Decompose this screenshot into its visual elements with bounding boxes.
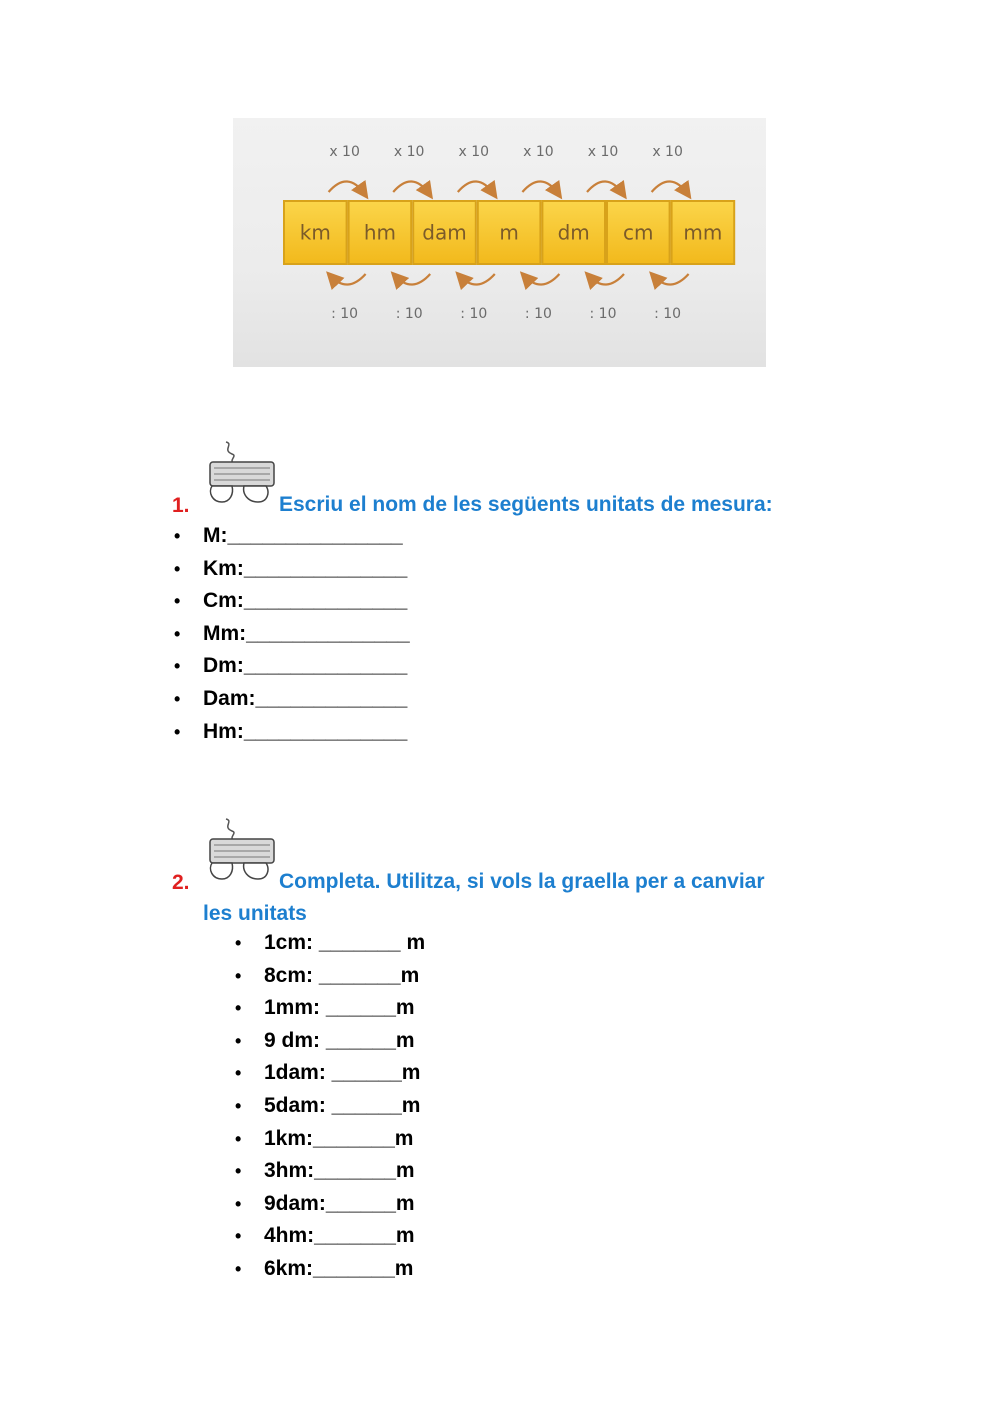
- list-item: [235, 1220, 664, 1253]
- divide-label: : 10: [654, 306, 682, 322]
- question-title: Escriu el nom de les següents unitats de mesura:: [279, 493, 773, 516]
- item-text: Km:______________: [203, 556, 408, 580]
- bullet-icon: •: [235, 1095, 242, 1116]
- hands-typing-keyboard-icon: [204, 440, 280, 506]
- list-item: [174, 520, 603, 553]
- unit-label-m: m: [499, 220, 519, 245]
- conversion-chart: [233, 118, 766, 367]
- bullet-icon: •: [174, 688, 181, 709]
- bullet-icon: •: [235, 933, 242, 953]
- multiply-label: x 10: [652, 144, 683, 160]
- bullet-icon: •: [174, 656, 181, 677]
- list-item: [174, 716, 603, 749]
- multiply-arrow-icon: [652, 181, 688, 194]
- bullet-icon: •: [235, 1193, 242, 1214]
- list-item: [235, 1253, 664, 1286]
- item-text: 1cm: _______ m: [264, 931, 426, 954]
- bullet-icon: •: [235, 1030, 242, 1051]
- bullet-icon: •: [174, 526, 181, 546]
- unit-label-hm: hm: [363, 220, 396, 245]
- bullet-icon: •: [235, 1258, 242, 1279]
- unit-label-mm: mm: [683, 220, 723, 245]
- list-item: [235, 960, 664, 993]
- list-item: [235, 1155, 664, 1188]
- item-text: 9dam:______m: [264, 1191, 415, 1215]
- question-number: 2.: [172, 871, 190, 894]
- answer-list: [235, 927, 664, 1286]
- multiply-arrow-icon: [458, 181, 494, 194]
- divide-label: : 10: [395, 306, 423, 322]
- bullet-icon: •: [235, 1128, 242, 1149]
- list-item: [235, 1188, 664, 1221]
- unit-label-dam: dam: [422, 220, 467, 245]
- bullet-icon: •: [235, 1161, 242, 1182]
- answer-list: [174, 520, 603, 748]
- item-text: Dam:_____________: [203, 686, 408, 710]
- question-number: 1.: [172, 494, 190, 517]
- question-title-line-1: Completa. Utilitza, si vols la graella per a canviar: [279, 870, 765, 893]
- list-item: [174, 683, 603, 716]
- item-text: Hm:______________: [203, 719, 408, 743]
- unit-label-dm: dm: [557, 220, 590, 245]
- divide-label: : 10: [524, 306, 552, 322]
- bullet-icon: •: [174, 721, 181, 742]
- divide-arrow-icon: [460, 274, 495, 285]
- divide-arrow-icon: [524, 274, 559, 285]
- multiply-label: x 10: [523, 144, 554, 160]
- item-text: 5dam: ______m: [264, 1093, 421, 1117]
- list-item: [235, 927, 664, 960]
- item-text: 3hm:_______m: [264, 1159, 415, 1183]
- divide-arrow-icon: [395, 274, 430, 285]
- divide-label: : 10: [460, 306, 488, 322]
- unit-label-cm: cm: [623, 220, 654, 245]
- list-item: [235, 992, 664, 1025]
- item-text: M:_______________: [203, 524, 403, 547]
- list-item: [174, 618, 603, 651]
- multiply-label: x 10: [329, 144, 360, 160]
- multiply-label: x 10: [587, 144, 619, 160]
- item-text: 6km:_______m: [264, 1256, 414, 1280]
- bullet-icon: •: [174, 623, 181, 644]
- item-text: 4hm:_______m: [264, 1224, 415, 1248]
- bullet-icon: •: [235, 1063, 242, 1084]
- multiply-arrow-icon: [522, 181, 558, 194]
- divide-label: : 10: [331, 306, 359, 322]
- divide-arrow-icon: [654, 274, 689, 285]
- list-item: [174, 553, 603, 586]
- unit-conversion-diagram: [233, 118, 766, 367]
- multiply-arrow-icon: [329, 181, 365, 194]
- item-text: 1km:_______m: [264, 1126, 414, 1150]
- multiply-label: x 10: [458, 144, 490, 160]
- bullet-icon: •: [235, 965, 242, 986]
- item-text: Cm:______________: [203, 589, 408, 613]
- item-text: 8cm: _______m: [264, 963, 420, 987]
- list-item: [235, 1123, 664, 1156]
- question-title-line-2: les unitats: [203, 902, 307, 925]
- item-text: 9 dm: ______m: [264, 1028, 415, 1052]
- list-item: [174, 585, 603, 618]
- divide-arrow-icon: [589, 274, 624, 285]
- list-item: [235, 1057, 664, 1090]
- list-item: [235, 1025, 664, 1058]
- bullet-icon: •: [235, 998, 242, 1019]
- divide-arrow-icon: [331, 274, 366, 285]
- item-text: 1dam: ______m: [264, 1061, 421, 1085]
- unit-label-km: km: [299, 220, 331, 245]
- multiply-arrow-icon: [587, 181, 623, 194]
- item-text: 1mm: ______m: [264, 996, 415, 1020]
- bullet-icon: •: [174, 558, 181, 579]
- bullet-icon: •: [235, 1226, 242, 1247]
- list-item: [235, 1090, 664, 1123]
- divide-label: : 10: [589, 306, 617, 322]
- multiply-label: x 10: [393, 144, 425, 160]
- item-text: Mm:______________: [203, 621, 410, 645]
- hands-typing-keyboard-icon: [204, 817, 280, 883]
- item-text: Dm:______________: [203, 654, 408, 678]
- multiply-arrow-icon: [393, 181, 429, 194]
- list-item: [174, 650, 603, 683]
- bullet-icon: •: [174, 591, 181, 612]
